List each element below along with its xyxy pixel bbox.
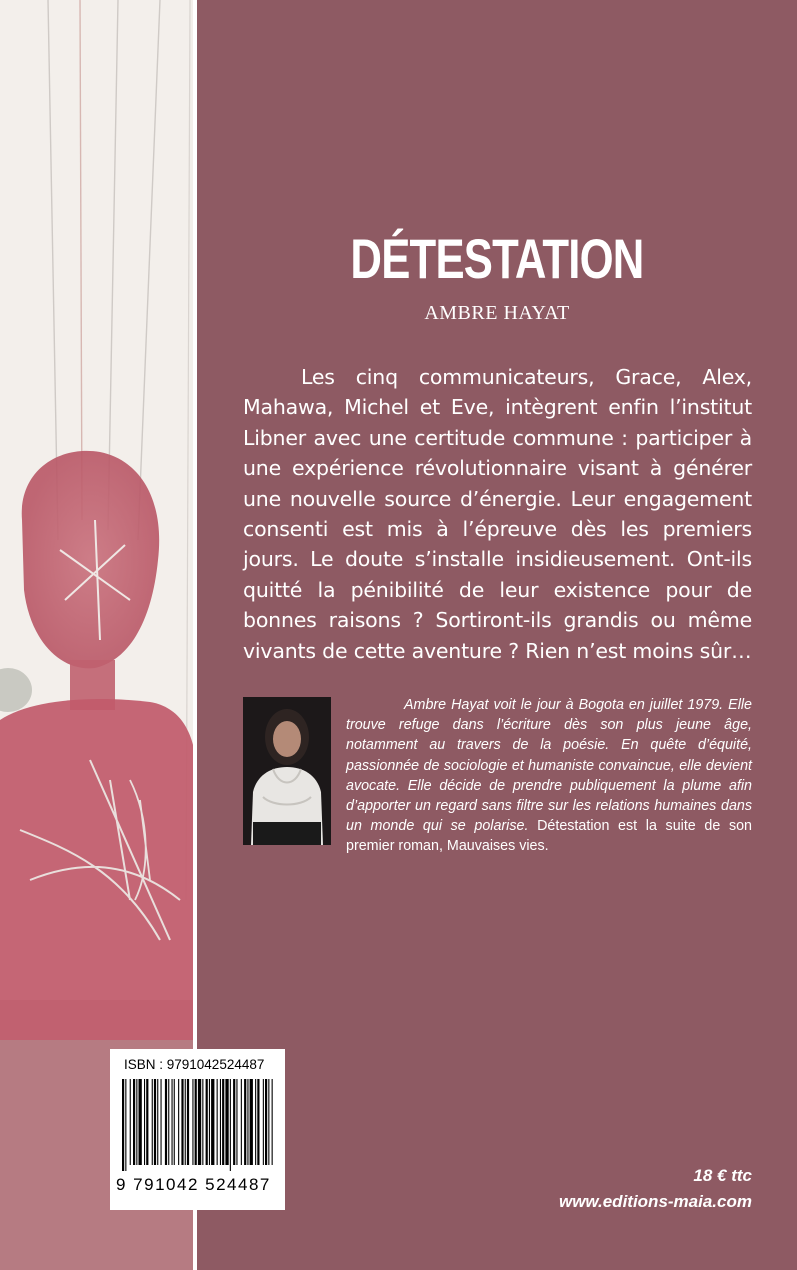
barcode-bar [263,1079,264,1165]
barcode-bar [233,1079,235,1165]
bio-sequel-note: Détestation est la suite de son premier roman, [346,818,752,855]
author-portrait-image [243,697,331,845]
barcode-bar [211,1079,214,1165]
barcode-bar [172,1079,173,1165]
book-author: AMBRE HAYAT [424,302,570,324]
book-title: DÉTESTATION [350,227,644,290]
barcode-bar [168,1079,169,1165]
barcode-bar [250,1079,253,1165]
barcode-digits: 9 791042 524487 [116,1175,271,1194]
barcode-bar [152,1079,153,1165]
barcode-bar [257,1079,259,1165]
barcode-bar [265,1079,267,1165]
barcode-bar [225,1079,228,1165]
barcode-bar [181,1079,183,1165]
barcode-bar [146,1079,148,1165]
isbn-label: ISBN : 9791042524487 [124,1057,265,1072]
barcode-bar [236,1079,237,1165]
author-photo [243,697,331,845]
barcode-bar [195,1079,197,1165]
barcode-bar [202,1079,203,1165]
barcode-bar [185,1079,186,1165]
barcode-bar [133,1079,135,1165]
barcode-bar [125,1079,126,1171]
barcode-bar [209,1079,210,1165]
barcode-bar [178,1079,179,1165]
book-synopsis: Les cinq communicateurs, Grace, Alex, Mahawa, Michel et Eve, intègrent enfin l’institut Libner avec une certitude commune : participer à une expérience révolutionnaire visant à générer une nouvelle source d’énergie. Leur engagement consenti est mis à l’épreuve dès les premiers jours. Le doute s’installe insidieusement. Ont-ils quitté la pénibilité de leur existence pour de bonnes raisons ? Sortiront-ils grandis ou même vivants de cette aventure ? Rien n’est moins sûr… [243,365,752,663]
barcode-bar [220,1079,221,1165]
barcode-bar [144,1079,145,1165]
barcode-bar [268,1079,269,1165]
barcode-bars [120,1079,275,1175]
barcode-bar [247,1079,248,1165]
back-cover-panel [197,0,797,1270]
bio-main-text: Ambre Hayat voit le jour à Bogota en juillet 1979. Elle trouve refuge dans l’écriture dès son plus jeune âge, notamment au travers de la poésie. En quête d’équité, passionnée de sociologie et humaniste convaincue, elle devient avocate. Elle décide de prendre publiquement la plume afin d’apporter un regard sans filtre sur les relations humaines dans un monde qui se polarise. [346,697,752,835]
barcode-bar [244,1079,246,1165]
barcode-bar [139,1079,142,1165]
barcode-bar [154,1079,156,1165]
barcode-bar [130,1079,131,1165]
publisher-website: www.editions-maia.com [558,1192,752,1211]
barcode-bar [222,1079,224,1165]
barcode-bar [157,1079,158,1165]
barcode-bar [122,1079,124,1171]
barcode-bar [161,1079,162,1165]
barcode-bar [230,1079,231,1171]
barcode-bar [174,1079,175,1165]
barcode-bar [241,1079,242,1165]
barcode-bar [217,1079,218,1165]
isbn-barcode-box [110,1049,285,1210]
barcode-bar [165,1079,167,1165]
barcode-bar [255,1079,256,1165]
barcode-bar [192,1079,193,1165]
book-price: 18 € ttc [693,1166,752,1185]
barcode-bar [187,1079,189,1165]
barcode-bar [198,1079,201,1165]
barcode-bar [136,1079,137,1165]
bio-previous-novel: Mauvaises vies. [446,838,549,855]
barcode-bar [272,1079,273,1165]
barcode-bar [206,1079,208,1165]
author-biography [346,695,752,857]
